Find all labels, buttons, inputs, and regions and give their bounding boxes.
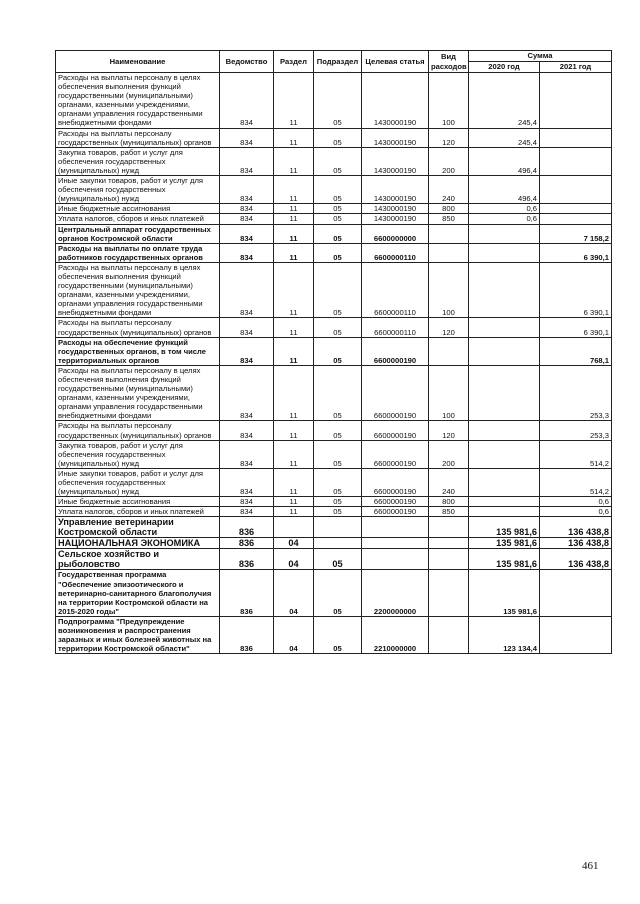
- cell-section: 11: [274, 318, 314, 337]
- cell-dept: 834: [220, 204, 274, 214]
- cell-2021: [540, 73, 612, 129]
- cell-subsection: 05: [314, 214, 362, 224]
- cell-dept: 834: [220, 497, 274, 507]
- cell-target: 6600000110: [362, 318, 429, 337]
- cell-2021: [540, 128, 612, 147]
- cell-name: Расходы на выплаты персоналу государственных (муниципальных) органов: [56, 128, 220, 147]
- cell-2021: [540, 570, 612, 616]
- cell-2020: [469, 365, 540, 421]
- cell-subsection: [314, 538, 362, 549]
- cell-2021: 0,6: [540, 497, 612, 507]
- cell-kind: 120: [429, 128, 469, 147]
- cell-target: [362, 538, 429, 549]
- cell-2021: [540, 214, 612, 224]
- table-row: [56, 262, 612, 318]
- cell-dept: 834: [220, 176, 274, 204]
- table-row: [56, 243, 612, 262]
- cell-2020: 135 981,6: [469, 538, 540, 549]
- cell-dept: 834: [220, 365, 274, 421]
- cell-subsection: 05: [314, 549, 362, 570]
- budget-table: [55, 50, 612, 654]
- cell-section: 11: [274, 224, 314, 243]
- cell-dept: 834: [220, 421, 274, 440]
- cell-subsection: 05: [314, 204, 362, 214]
- cell-2021: 6 390,1: [540, 262, 612, 318]
- cell-name: Расходы на выплаты по оплате труда работников государственных органов: [56, 243, 220, 262]
- cell-dept: 834: [220, 337, 274, 365]
- cell-dept: 834: [220, 318, 274, 337]
- cell-2021: 768,1: [540, 337, 612, 365]
- cell-section: 11: [274, 421, 314, 440]
- cell-kind: [429, 517, 469, 538]
- cell-subsection: 05: [314, 337, 362, 365]
- cell-section: 11: [274, 262, 314, 318]
- cell-target: [362, 517, 429, 538]
- cell-subsection: 05: [314, 468, 362, 496]
- cell-name: Иные бюджетные ассигнования: [56, 497, 220, 507]
- cell-2020: 123 134,4: [469, 616, 540, 653]
- cell-subsection: 05: [314, 262, 362, 318]
- cell-kind: [429, 243, 469, 262]
- cell-name: Расходы на обеспечение функций государственных органов, в том числе территориальных органов: [56, 337, 220, 365]
- cell-subsection: 05: [314, 176, 362, 204]
- cell-target: 6600000110: [362, 243, 429, 262]
- table-row: [56, 224, 612, 243]
- cell-dept: 834: [220, 147, 274, 175]
- cell-subsection: 05: [314, 507, 362, 517]
- cell-name: Иные закупки товаров, работ и услуг для обеспечения государственных (муниципальных) нужд: [56, 468, 220, 496]
- table-row: [56, 507, 612, 517]
- cell-2020: [469, 318, 540, 337]
- cell-dept: 836: [220, 549, 274, 570]
- cell-kind: 120: [429, 421, 469, 440]
- cell-2021: 136 438,8: [540, 549, 612, 570]
- cell-section: 11: [274, 204, 314, 214]
- cell-target: 1430000190: [362, 176, 429, 204]
- table-row: [56, 337, 612, 365]
- cell-section: [274, 517, 314, 538]
- cell-target: 1430000190: [362, 73, 429, 129]
- cell-2020: [469, 337, 540, 365]
- cell-dept: 834: [220, 262, 274, 318]
- cell-kind: 240: [429, 468, 469, 496]
- cell-dept: 836: [220, 616, 274, 653]
- cell-name: Расходы на выплаты персоналу государственных (муниципальных) органов: [56, 421, 220, 440]
- cell-target: 6600000190: [362, 365, 429, 421]
- cell-kind: 100: [429, 365, 469, 421]
- table-row: [56, 497, 612, 507]
- cell-target: 1430000190: [362, 214, 429, 224]
- header-sum: Сумма: [469, 51, 612, 62]
- cell-2020: 135 981,6: [469, 549, 540, 570]
- cell-subsection: 05: [314, 318, 362, 337]
- cell-2020: 496,4: [469, 147, 540, 175]
- cell-2020: [469, 243, 540, 262]
- cell-2020: 496,4: [469, 176, 540, 204]
- cell-section: 11: [274, 497, 314, 507]
- cell-2021: [540, 616, 612, 653]
- cell-dept: 834: [220, 507, 274, 517]
- cell-section: 11: [274, 365, 314, 421]
- cell-section: 11: [274, 214, 314, 224]
- header-target: Целевая статья: [362, 51, 429, 73]
- cell-subsection: 05: [314, 128, 362, 147]
- cell-kind: [429, 616, 469, 653]
- cell-target: 1430000190: [362, 128, 429, 147]
- cell-kind: 800: [429, 204, 469, 214]
- cell-section: 04: [274, 538, 314, 549]
- cell-subsection: 05: [314, 497, 362, 507]
- table-row: [56, 176, 612, 204]
- cell-name: Управление ветеринарии Костромской области: [56, 517, 220, 538]
- cell-section: 11: [274, 507, 314, 517]
- cell-subsection: 05: [314, 224, 362, 243]
- cell-kind: 120: [429, 318, 469, 337]
- cell-subsection: [314, 517, 362, 538]
- cell-2021: 253,3: [540, 365, 612, 421]
- cell-kind: [429, 538, 469, 549]
- header-section: Раздел: [274, 51, 314, 73]
- table-row: [56, 616, 612, 653]
- cell-name: Закупка товаров, работ и услуг для обеспечения государственных (муниципальных) нужд: [56, 147, 220, 175]
- cell-2021: [540, 204, 612, 214]
- table-row: [56, 73, 612, 129]
- table-row: [56, 517, 612, 538]
- cell-section: 04: [274, 549, 314, 570]
- cell-2021: 136 438,8: [540, 538, 612, 549]
- cell-target: 6600000110: [362, 262, 429, 318]
- cell-subsection: 05: [314, 365, 362, 421]
- cell-2021: 253,3: [540, 421, 612, 440]
- table-row: [56, 468, 612, 496]
- cell-2020: [469, 224, 540, 243]
- header-kind: Вид расходов: [429, 51, 469, 73]
- cell-section: 11: [274, 337, 314, 365]
- cell-dept: 834: [220, 73, 274, 129]
- cell-name: Расходы на выплаты персоналу в целях обеспечения выполнения функций государственными (муниципальными) органами, казенными учреждениями, органами управления государственными внебюджетными фондами: [56, 73, 220, 129]
- cell-dept: 836: [220, 538, 274, 549]
- cell-dept: 836: [220, 570, 274, 616]
- cell-dept: 834: [220, 224, 274, 243]
- table-row: [56, 204, 612, 214]
- cell-2021: 0,6: [540, 507, 612, 517]
- table-row: [56, 128, 612, 147]
- cell-subsection: 05: [314, 616, 362, 653]
- table-row: [56, 570, 612, 616]
- cell-target: 6600000190: [362, 468, 429, 496]
- cell-target: 6600000190: [362, 507, 429, 517]
- cell-2020: [469, 468, 540, 496]
- cell-section: 11: [274, 176, 314, 204]
- cell-2020: 245,4: [469, 128, 540, 147]
- cell-kind: 850: [429, 507, 469, 517]
- cell-subsection: 05: [314, 73, 362, 129]
- cell-subsection: 05: [314, 147, 362, 175]
- cell-target: [362, 549, 429, 570]
- cell-name: Сельское хозяйство и рыболовство: [56, 549, 220, 570]
- cell-name: Закупка товаров, работ и услуг для обеспечения государственных (муниципальных) нужд: [56, 440, 220, 468]
- cell-2021: 514,2: [540, 440, 612, 468]
- cell-kind: 240: [429, 176, 469, 204]
- cell-section: 04: [274, 616, 314, 653]
- cell-dept: 834: [220, 128, 274, 147]
- cell-name: Расходы на выплаты персоналу государственных (муниципальных) органов: [56, 318, 220, 337]
- cell-kind: 200: [429, 440, 469, 468]
- cell-section: 11: [274, 73, 314, 129]
- header-2020: 2020 год: [469, 62, 540, 73]
- cell-dept: 834: [220, 468, 274, 496]
- cell-kind: 850: [429, 214, 469, 224]
- cell-kind: 800: [429, 497, 469, 507]
- cell-name: Подпрограмма "Предупреждение возникновения и распространения заразных и иных болезней животных на территории Костромской области": [56, 616, 220, 653]
- cell-2021: 136 438,8: [540, 517, 612, 538]
- table-body: [56, 73, 612, 654]
- cell-name: Иные бюджетные ассигнования: [56, 204, 220, 214]
- header-subsection: Подраздел: [314, 51, 362, 73]
- cell-target: 2210000000: [362, 616, 429, 653]
- table-row: [56, 549, 612, 570]
- cell-2020: [469, 497, 540, 507]
- cell-2020: 135 981,6: [469, 570, 540, 616]
- cell-target: 2200000000: [362, 570, 429, 616]
- cell-section: 11: [274, 243, 314, 262]
- cell-name: Иные закупки товаров, работ и услуг для обеспечения государственных (муниципальных) нужд: [56, 176, 220, 204]
- page-number: 461: [582, 860, 599, 872]
- cell-kind: 100: [429, 73, 469, 129]
- table-row: [56, 421, 612, 440]
- cell-section: 11: [274, 468, 314, 496]
- cell-name: НАЦИОНАЛЬНАЯ ЭКОНОМИКА: [56, 538, 220, 549]
- cell-target: 1430000190: [362, 147, 429, 175]
- cell-kind: [429, 549, 469, 570]
- cell-target: 6600000190: [362, 421, 429, 440]
- cell-subsection: 05: [314, 570, 362, 616]
- cell-2020: 245,4: [469, 73, 540, 129]
- cell-2020: 0,6: [469, 214, 540, 224]
- header-2021: 2021 год: [540, 62, 612, 73]
- cell-2020: 0,6: [469, 204, 540, 214]
- table-row: [56, 365, 612, 421]
- cell-target: 6600000000: [362, 224, 429, 243]
- cell-dept: 834: [220, 440, 274, 468]
- cell-2020: [469, 507, 540, 517]
- table-row: [56, 147, 612, 175]
- table-row: [56, 538, 612, 549]
- cell-dept: 834: [220, 214, 274, 224]
- cell-2020: 135 981,6: [469, 517, 540, 538]
- cell-section: 11: [274, 147, 314, 175]
- cell-name: Уплата налогов, сборов и иных платежей: [56, 214, 220, 224]
- cell-target: 6600000190: [362, 497, 429, 507]
- cell-section: 04: [274, 570, 314, 616]
- header-dept: Ведомство: [220, 51, 274, 73]
- cell-name: Расходы на выплаты персоналу в целях обеспечения выполнения функций государственными (муниципальными) органами, казенными учреждениями, органами управления государственными внебюджетными фондами: [56, 262, 220, 318]
- cell-2021: [540, 147, 612, 175]
- cell-kind: [429, 337, 469, 365]
- cell-2020: [469, 262, 540, 318]
- cell-target: 6600000190: [362, 337, 429, 365]
- cell-target: 6600000190: [362, 440, 429, 468]
- cell-name: Центральный аппарат государственных органов Костромской области: [56, 224, 220, 243]
- cell-kind: [429, 570, 469, 616]
- cell-2021: 7 158,2: [540, 224, 612, 243]
- cell-kind: 100: [429, 262, 469, 318]
- cell-section: 11: [274, 440, 314, 468]
- cell-subsection: 05: [314, 421, 362, 440]
- cell-name: Расходы на выплаты персоналу в целях обеспечения выполнения функций государственными (муниципальными) органами, казенными учреждениями, органами управления государственными внебюджетными фондами: [56, 365, 220, 421]
- cell-name: Государственная программа "Обеспечение эпизоотического и ветеринарно-санитарного благополучия на территории Костромской области на 2015-2020 годы": [56, 570, 220, 616]
- table-row: [56, 440, 612, 468]
- table-row: [56, 214, 612, 224]
- cell-kind: [429, 224, 469, 243]
- cell-2021: 6 390,1: [540, 243, 612, 262]
- cell-2021: [540, 176, 612, 204]
- cell-target: 1430000190: [362, 204, 429, 214]
- table-row: [56, 318, 612, 337]
- cell-2020: [469, 421, 540, 440]
- header-name: Наименование: [56, 51, 220, 73]
- cell-name: Уплата налогов, сборов и иных платежей: [56, 507, 220, 517]
- cell-2021: 6 390,1: [540, 318, 612, 337]
- cell-subsection: 05: [314, 243, 362, 262]
- cell-kind: 200: [429, 147, 469, 175]
- cell-2021: 514,2: [540, 468, 612, 496]
- cell-subsection: 05: [314, 440, 362, 468]
- cell-dept: 836: [220, 517, 274, 538]
- cell-dept: 834: [220, 243, 274, 262]
- cell-2020: [469, 440, 540, 468]
- cell-section: 11: [274, 128, 314, 147]
